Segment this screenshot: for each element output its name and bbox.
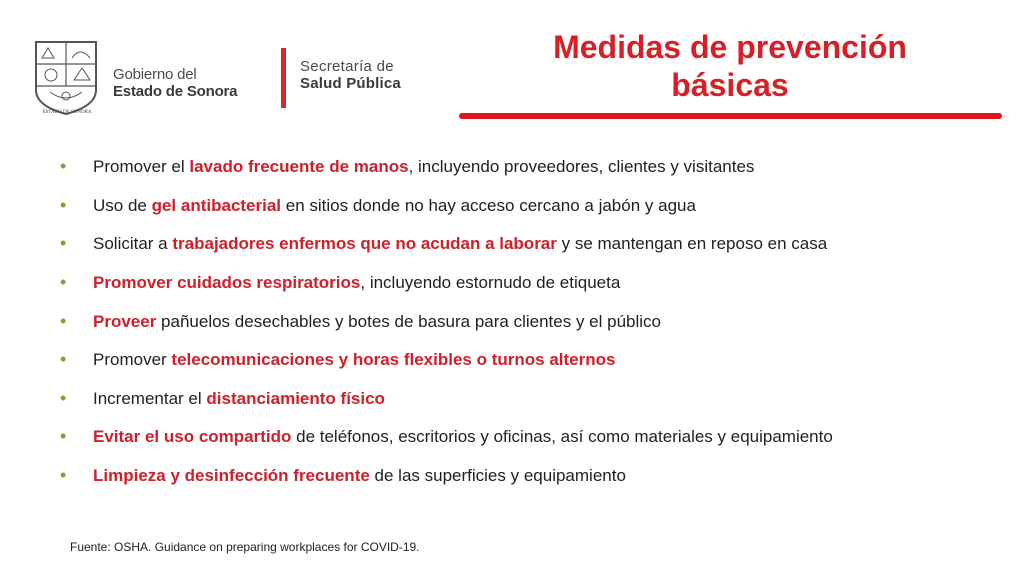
sonora-coat-of-arms-icon: [32, 40, 100, 118]
gov-line2: Estado de Sonora: [113, 83, 238, 101]
title-underline: [459, 113, 1002, 119]
bullet-dot-icon: •: [60, 156, 67, 177]
bullet-dot-icon: •: [60, 426, 67, 447]
list-item: [60, 380, 1000, 419]
secretaria-logo-text: [300, 58, 401, 93]
highlight: Proveer: [93, 311, 157, 331]
header: [0, 0, 1024, 130]
highlight: Promover cuidados respiratorios: [93, 273, 361, 293]
highlight: telecomunicaciones y horas flexibles o turnos alternos: [171, 350, 616, 370]
list-item-text: Promover cuidados respiratorios, incluyendo estornudo de etiqueta: [93, 273, 621, 293]
slide-title: [520, 28, 940, 104]
bullet-dot-icon: •: [60, 194, 67, 215]
bullet-dot-icon: •: [60, 310, 67, 331]
title-line1: Medidas de prevención: [553, 29, 907, 65]
list-item: [60, 457, 1000, 496]
highlight: lavado frecuente de manos: [189, 157, 409, 177]
bullet-dot-icon: •: [60, 272, 67, 293]
gov-line1: Gobierno del: [113, 66, 197, 83]
list-item-text: Promover telecomunicaciones y horas flexibles o turnos alternos: [93, 350, 616, 370]
bullet-dot-icon: •: [60, 387, 67, 408]
seal-caption: ESTADO DE SONORA: [42, 110, 92, 115]
bullet-dot-icon: •: [60, 233, 67, 254]
list-item: [60, 148, 1000, 187]
highlight: Evitar el uso compartido: [93, 427, 292, 447]
list-item: [60, 341, 1000, 380]
highlight: gel antibacterial: [151, 195, 282, 215]
logo-divider: [281, 48, 286, 108]
list-item-text: Solicitar a trabajadores enfermos que no acudan a laborar y se mantengan en reposo en casa: [93, 234, 828, 254]
bullet-dot-icon: •: [60, 349, 67, 370]
gobierno-logo-text: [113, 66, 237, 101]
highlight: distanciamiento físico: [206, 388, 385, 408]
list-item-text: Proveer pañuelos desechables y botes de basura para clientes y el público: [93, 311, 661, 331]
list-item: [60, 302, 1000, 341]
bullet-dot-icon: •: [60, 465, 67, 486]
secretaria-line2: Salud Pública: [300, 75, 401, 93]
source-citation: Fuente: OSHA. Guidance on preparing workplaces for COVID-19.: [70, 540, 420, 554]
list-item: [60, 264, 1000, 303]
list-item-text: Uso de gel antibacterial en sitios donde no hay acceso cercano a jabón y agua: [93, 195, 696, 215]
title-line2: básicas: [671, 67, 789, 103]
list-item-text: Evitar el uso compartido de teléfonos, escritorios y oficinas, así como materiales y equipamiento: [93, 427, 833, 447]
highlight: Limpieza y desinfección frecuente: [93, 466, 370, 486]
list-item: [60, 225, 1000, 264]
highlight: trabajadores enfermos que no acudan a laborar: [172, 234, 557, 254]
list-item-text: Incrementar el distanciamiento físico: [93, 388, 385, 408]
secretaria-line1: Secretaría de: [300, 58, 394, 75]
list-item-text: Promover el lavado frecuente de manos, incluyendo proveedores, clientes y visitantes: [93, 157, 755, 177]
list-item: [60, 418, 1000, 457]
list-item-text: Limpieza y desinfección frecuente de las superficies y equipamiento: [93, 466, 626, 486]
list-item: [60, 187, 1000, 226]
prevention-measures-list: [60, 148, 1000, 495]
